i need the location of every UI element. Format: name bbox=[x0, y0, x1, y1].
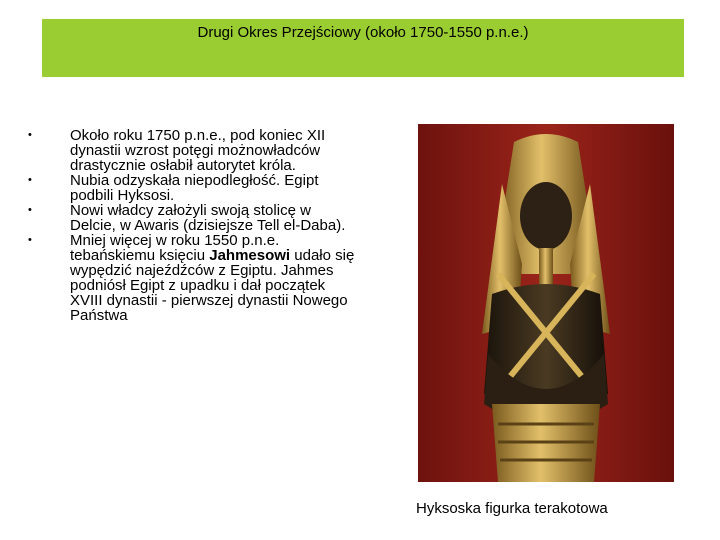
bullet-item-1 bbox=[28, 128, 358, 173]
bullet-text: Nubia odzyskała niepodległość. Egipt podbili Hyksosi. bbox=[70, 172, 319, 204]
bullet-item-3 bbox=[28, 203, 358, 233]
statue-image bbox=[418, 124, 674, 482]
bullet-item-4 bbox=[28, 233, 358, 323]
bullet-item-2 bbox=[28, 173, 358, 203]
bullet-text: Mniej więcej w roku 1550 p.n.e. tebańskiemu księciu Jahmesowi udało się wypędzić najeźdźców z Egiptu. Jahmes podniósł Egipt z upadku i dał początek XVIII dynastii - pierwszej dynastii Nowego Państwa bbox=[70, 232, 355, 324]
title-bar bbox=[42, 19, 684, 77]
bullet-marker: • bbox=[28, 204, 32, 216]
bullet-marker: • bbox=[28, 234, 32, 246]
bullet-list bbox=[28, 128, 358, 323]
bold-name: Jahmesowi bbox=[209, 247, 291, 264]
photo-caption: Hyksoska figurka terakotowa bbox=[416, 500, 608, 517]
slide-title: Drugi Okres Przejściowy (około 1750-1550 p.n.e.) bbox=[197, 24, 529, 41]
bullet-text: Nowi władcy założyli swoją stolicę w Delcie, w Awaris (dzisiejsze Tell el-Daba). bbox=[70, 202, 346, 234]
bullet-marker: • bbox=[28, 174, 32, 186]
statue-photo bbox=[418, 124, 674, 482]
bullet-marker: • bbox=[28, 129, 32, 141]
bullet-text: Około roku 1750 p.n.e., pod koniec XII dynastii wzrost potęgi możnowładców drastycznie osłabił autorytet króla. bbox=[70, 127, 326, 174]
